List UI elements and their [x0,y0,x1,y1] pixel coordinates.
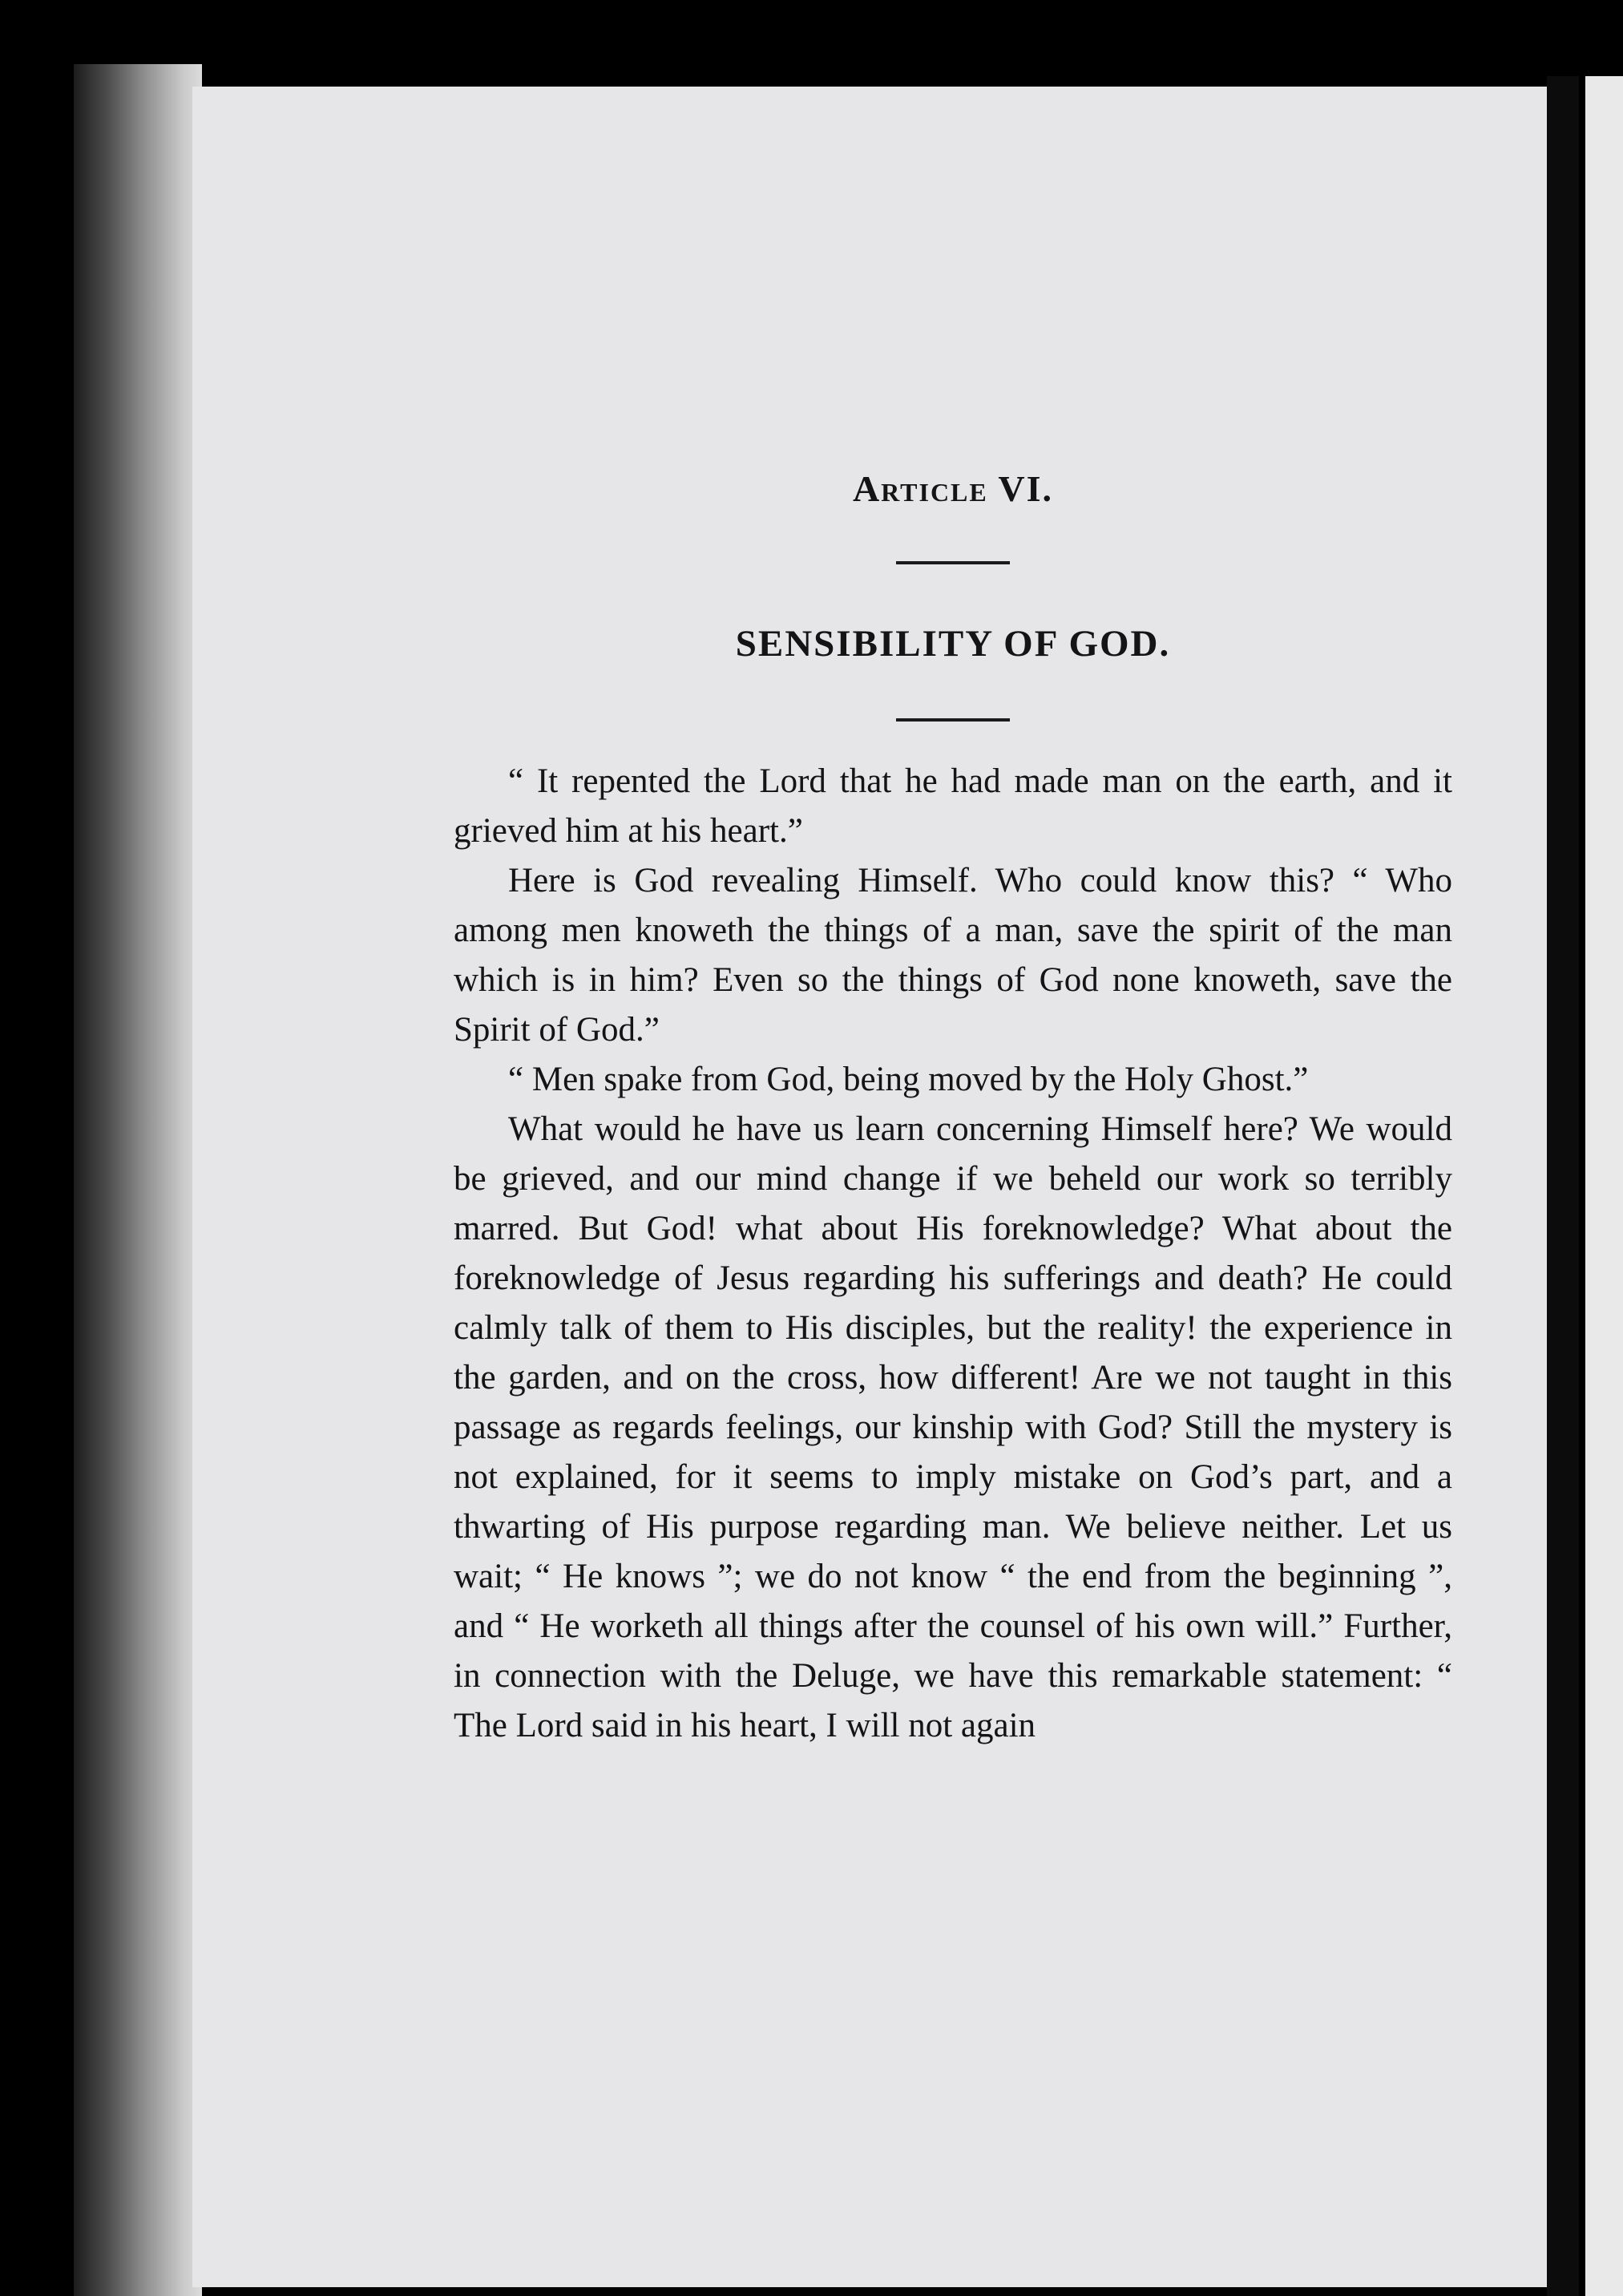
article-numeral: VI. [987,468,1054,509]
right-page-gap [1547,76,1579,2296]
facing-page-sliver [1585,76,1623,2296]
heading-rule-bottom [896,718,1010,722]
paragraph-3: “ Men spake from God, being moved by the Holy Ghost.” [508,1061,1309,1098]
page-content [454,441,1452,1751]
body-text [454,757,1452,1751]
chapter-title: SENSIBILITY OF GOD. [735,623,1171,665]
paragraph-1: “ It repented the Lord that he had made man on the earth, and it grieved him at his heart.” [454,762,1452,850]
book-spine-edge [74,64,202,2296]
heading-rule-top [896,561,1010,564]
paragraph-4: What would he have us learn concerning Himself here? We would be grieved, and our mind change if we beheld our work so terribly marred. But God! what about His foreknowledge? What about the foreknowledge of Jesus regarding his sufferings and death? He could calmly talk of them to His disciples, but the reality! the experience in the garden, and on the cross, how different! Are we not taught in this passage as regards feelings, our kinship with God? Still the mystery is not explained, for it seems to imply mistake on God’s part, and a thwarting of His purpose regarding man. We believe neither. Let us wait; “ He knows ”; we do not know “ the end from the beginning ”, and “ He worketh all things after the counsel of his own will.” Further, in connection with the Deluge, we have this remarkable statement: “ The Lord said in his heart, I will not again [454,1110,1452,1744]
paragraph-2: Here is God revealing Himself. Who could know this? “ Who among men knoweth the things of a man, save the spirit of the man which is in him? Even so the things of God none knoweth, save the Spirit of God.” [454,862,1452,1049]
article-heading [454,465,1452,513]
article-label-word: Article [852,468,988,509]
